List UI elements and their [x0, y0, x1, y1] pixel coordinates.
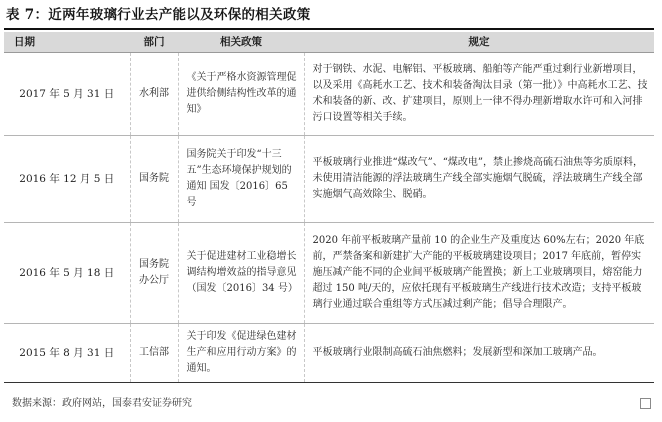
row-policy: 关于印发《促进绿色建材生产和应用行动方案》的通知。: [178, 324, 304, 383]
row-date: 2016 年 5 月 18 日: [4, 223, 130, 324]
row-dept: 工信部: [130, 324, 178, 383]
row-policy: 《关于严格水资源管理促进供给侧结构性改革的通知》: [178, 53, 304, 136]
row-regulation: 对于钢铁、水泥、电解铝、平板玻璃、船舶等产能严重过剩行业新增项目，以及采用《高耗水工艺、技术和装备淘汰目录（第一批）》中高耗水工艺、技术和装备的新、改、扩建项目，原则上一律不得办理新增取水许可和入河排污口设置等相关手续。: [304, 53, 654, 136]
corner-checkbox-marker: [640, 398, 651, 409]
data-source-note: 数据来源：政府网站，国泰君安证券研究: [12, 398, 192, 409]
table-row: [4, 223, 654, 324]
policy-table: [4, 32, 654, 383]
row-dept: 水利部: [130, 53, 178, 136]
header-date: 日期: [4, 32, 130, 53]
row-regulation: 平板玻璃行业限制高硫石油焦燃料；发展新型和深加工玻璃产品。: [304, 324, 654, 383]
row-regulation: 平板玻璃行业推进“煤改气”、“煤改电”，禁止掺烧高硫石油焦等劣质原料，未使用清洁能源的浮法玻璃生产线全部实施烟气脱硫，浮法玻璃生产线全部实施烟气高效除尘、脱硝。: [304, 136, 654, 223]
table-row: [4, 136, 654, 223]
row-regulation: 2020 年前平板玻璃产量前 10 的企业生产及重度达 60%左右；2020 年底前，严禁备案和新建扩大产能的平板玻璃建设项目；2017 年底前，暂停实施压减产能不同的企业间平板玻璃产能置换；新上工业玻璃项目，熔窑能力超过 150 吨/天的，应依托现有平板玻璃生产线进行技术改造；支持平板玻璃行业通过联合重组等方式压减过剩产能；倡导合理限产。: [304, 223, 654, 324]
row-policy: 关于促进建材工业稳增长调结构增效益的指导意见（国发〔2016〕34 号）: [178, 223, 304, 324]
title-rule: [4, 28, 654, 30]
table-title: 表 7：近两年玻璃行业去产能以及环保的相关政策: [6, 7, 311, 23]
table-row: [4, 53, 654, 136]
row-date: 2015 年 8 月 31 日: [4, 324, 130, 383]
row-date: 2017 年 5 月 31 日: [4, 53, 130, 136]
header-dept: 部门: [130, 32, 178, 53]
row-dept: 国务院: [130, 136, 178, 223]
row-dept: 国务院办公厅: [130, 223, 178, 324]
table-header-row: [4, 32, 654, 53]
header-regulation: 规定: [304, 32, 654, 53]
table-row: [4, 324, 654, 383]
row-policy: 国务院关于印发“十三五”生态环境保护规划的通知 国发〔2016〕65 号: [178, 136, 304, 223]
row-date: 2016 年 12 月 5 日: [4, 136, 130, 223]
header-policy: 相关政策: [178, 32, 304, 53]
